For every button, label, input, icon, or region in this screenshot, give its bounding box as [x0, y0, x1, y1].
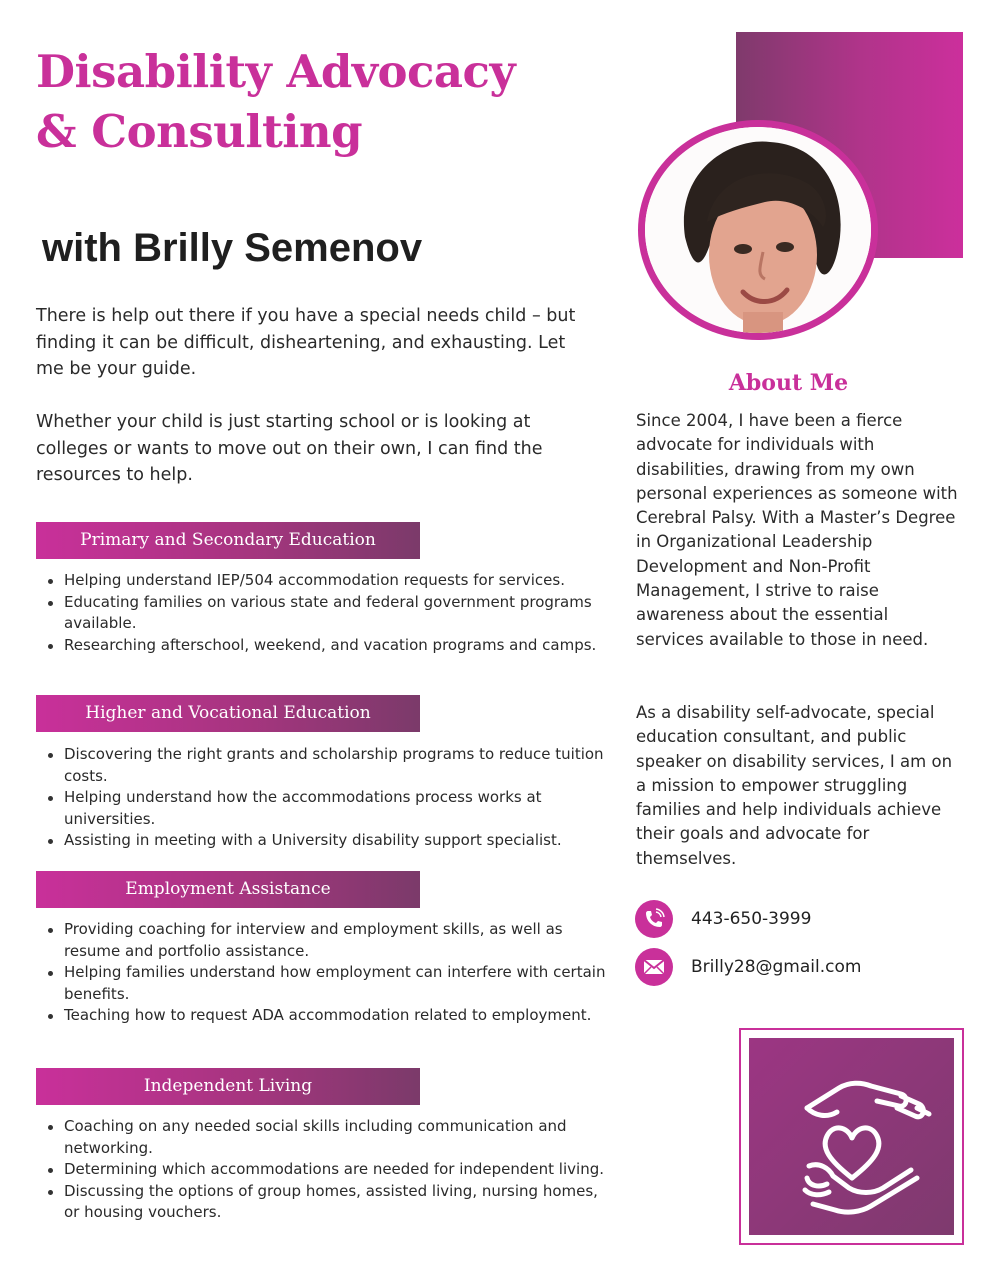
phone-icon	[635, 900, 673, 938]
hands-heart-icon	[749, 1038, 954, 1235]
portrait-photo	[645, 127, 871, 333]
section-banner-primary-secondary: Primary and Secondary Education	[36, 522, 420, 559]
section-banner-independent-living: Independent Living	[36, 1068, 420, 1105]
list-item: Researching afterschool, weekend, and vacation programs and camps.	[46, 635, 606, 657]
section-list-employment	[46, 919, 606, 1027]
logo-frame	[739, 1028, 964, 1245]
page-title	[36, 42, 515, 162]
portrait-illustration	[645, 127, 871, 333]
title-line-1: Disability Advocacy	[36, 45, 516, 98]
list-item: Determining which accommodations are needed for independent living.	[46, 1159, 606, 1181]
email-address[interactable]: Brilly28@gmail.com	[691, 957, 862, 977]
list-item: Helping understand how the accommodations process works at universities.	[46, 787, 606, 830]
list-item: Discovering the right grants and scholarship programs to reduce tuition costs.	[46, 744, 606, 787]
intro-paragraph-2: Whether your child is just starting school or is looking at colleges or wants to move out on their own, I can find the resources to help.	[36, 412, 543, 485]
contact-email[interactable]	[635, 948, 955, 988]
about-paragraph-1: Since 2004, I have been a fierce advocate for individuals with disabilities, drawing from my own personal experiences as someone with Cerebral Palsy. With a Master’s Degree in Organizational Leadership Development and Non-Profit Management, I strive to raise awareness about the essential services available to those in need.	[636, 411, 958, 649]
list-item: Providing coaching for interview and employment skills, as well as resume and portfolio assistance.	[46, 919, 606, 962]
intro-paragraph-1: There is help out there if you have a special needs child – but finding it can be difficult, disheartening, and exhausting. Let me be your guide.	[36, 306, 576, 379]
section-banner-employment: Employment Assistance	[36, 871, 420, 908]
section-list-higher-vocational	[46, 744, 606, 852]
list-item: Helping understand IEP/504 accommodation requests for services.	[46, 570, 606, 592]
subtitle: with Brilly Semenov	[42, 226, 423, 270]
section-list-primary-secondary	[46, 570, 606, 656]
contact-phone[interactable]	[635, 900, 955, 940]
list-item: Coaching on any needed social skills including communication and networking.	[46, 1116, 606, 1159]
list-item: Helping families understand how employment can interfere with certain benefits.	[46, 962, 606, 1005]
about-heading: About Me	[728, 370, 849, 396]
about-paragraph-2: As a disability self-advocate, special education consultant, and public speaker on disability services, I am on a mission to empower struggling families and help individuals achieve their goals and advocate for themselves.	[636, 703, 953, 868]
phone-number[interactable]: 443-650-3999	[691, 909, 812, 929]
section-banner-higher-vocational: Higher and Vocational Education	[36, 695, 420, 732]
list-item: Discussing the options of group homes, assisted living, nursing homes, or housing vouchers.	[46, 1181, 606, 1224]
list-item: Assisting in meeting with a University disability support specialist.	[46, 830, 606, 852]
title-line-2: & Consulting	[36, 105, 363, 158]
envelope-icon	[635, 948, 673, 986]
section-list-independent-living	[46, 1116, 606, 1224]
list-item: Educating families on various state and federal government programs available.	[46, 592, 606, 635]
list-item: Teaching how to request ADA accommodation related to employment.	[46, 1005, 606, 1027]
